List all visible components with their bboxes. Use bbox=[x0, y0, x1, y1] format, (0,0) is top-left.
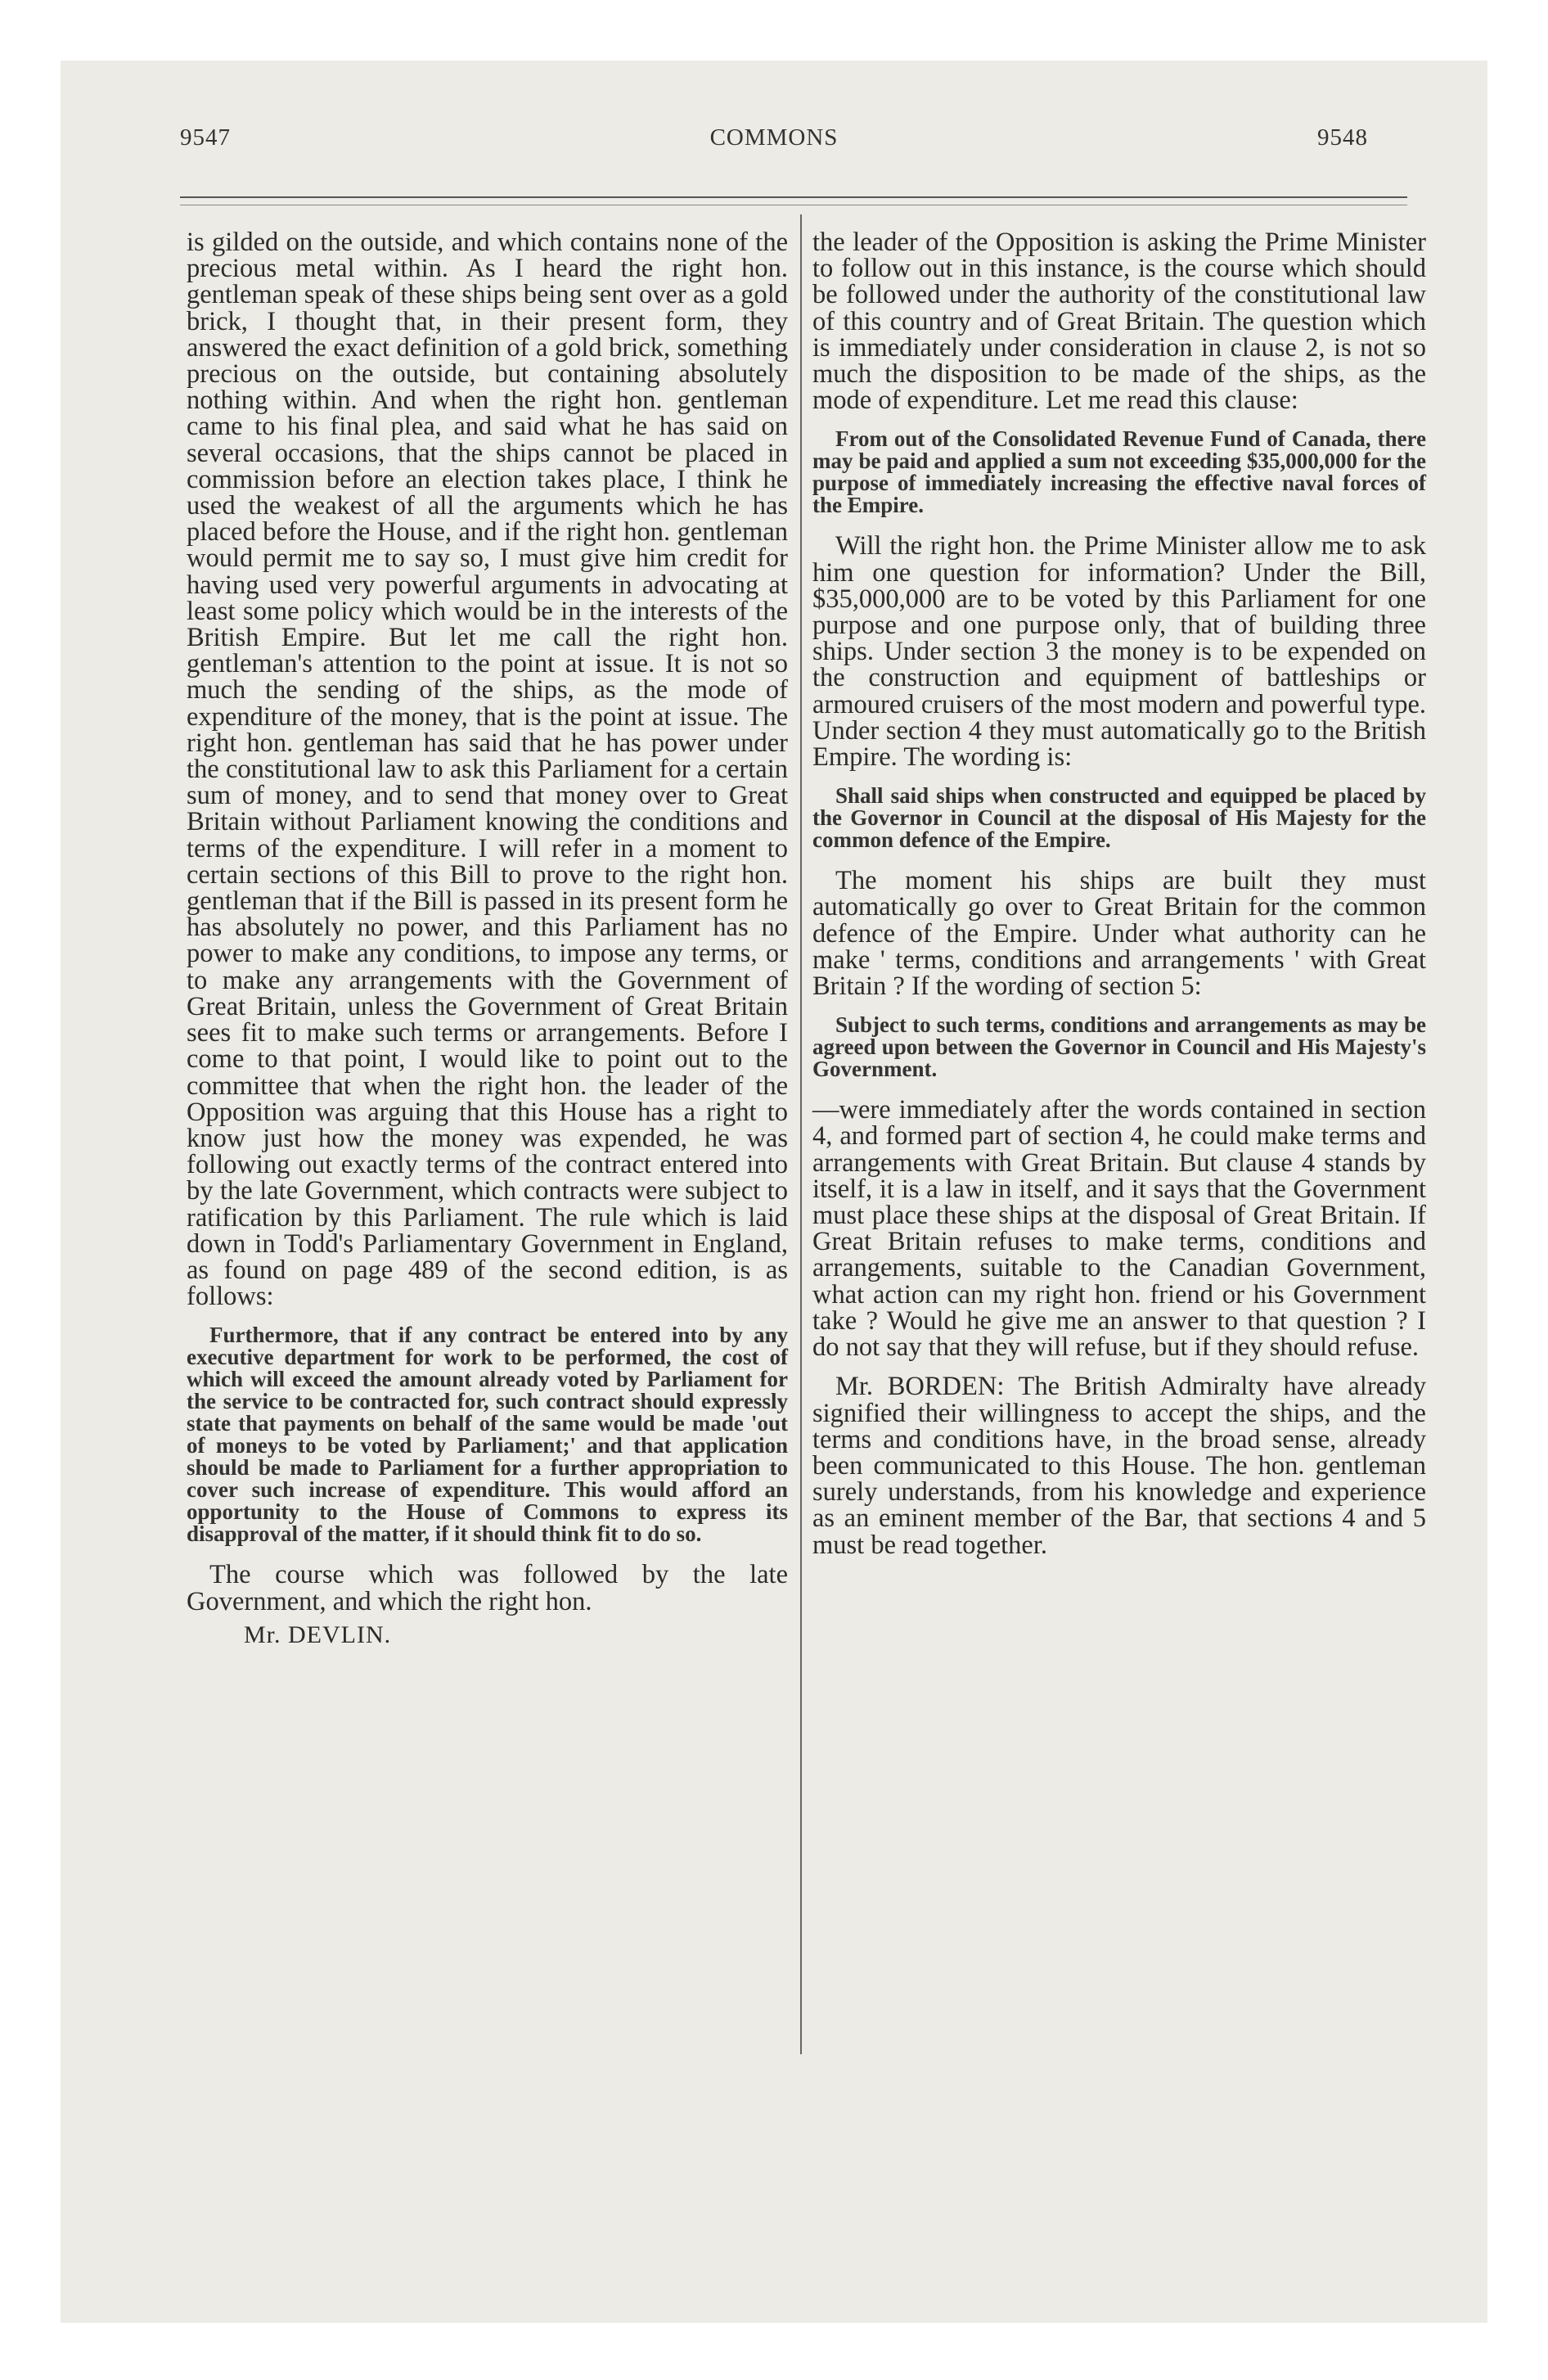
right-paragraph-1: the leader of the Opposition is asking the Prime Minister to follow out in this instance, is the course which should be followed under the authority of the constitutional law of this country and of Great Britain. The question which is immediately under consideration in clause 2, is not so much the disposition to be made of the ships, as the mode of expenditure. Let me read this clause: bbox=[812, 228, 1426, 416]
left-page-number: 9547 bbox=[180, 124, 231, 151]
page-title: COMMONS bbox=[709, 124, 839, 151]
right-quote-3: Subject to such terms, conditions and arrangements as may be agreed upon between the Governor in Council and His Majesty's Government. bbox=[812, 1012, 1426, 1082]
left-paragraph-1: is gilded on the outside, and which contains none of the precious metal within. As I heard the right hon. gentleman speak of these ships being sent over as a gold brick, I thought that, in their present form, they answered the exact definition of a gold brick, something precious on the outside, but containing absolutely nothing within. And when the right hon. gentleman came to his final plea, and said what he has said on several occasions, that the ships cannot be placed in commission before an election takes place, I think he used the weakest of all the arguments which he has placed before the House, and if the right hon. gentleman would permit me to say so, I must give him credit for having used very powerful arguments in advocating at least some policy which would be in the interests of the British Empire. But let me call the right hon. gentleman's attention to the point at issue. It is not so much the sending of the ships, as the mode of expenditure of the money, that is the point at issue. The right hon. gentleman has said that he has power under the constitutional law to ask this Parliament for a certain sum of money, and to send that money over to Great Britain without Parliament knowing the conditions and terms of the expenditure. I will refer in a moment to certain sections of this Bill to prove to the right hon. gentleman that if the Bill is passed in its present form he has absolutely no power, and this Parliament has no power to make any conditions, to impose any terms, or to make any arrangements with the Government of Great Britain, unless the Government of Great Britain sees fit to make such terms or arrangements. Before I come to that point, I would like to point out to the committee that when the right hon. the leader of the Opposition was arguing that this House has a right to know just how the money was expended, he was following out exactly terms of the contract entered into by the late Government, which contracts were subject to ratification by this Parliament. The rule which is laid down in Todd's Parliamentary Government in England, as found on page 489 of the second edition, is as follows: bbox=[187, 228, 788, 1312]
right-paragraph-2: Will the right hon. the Prime Minister allow me to ask him one question for information? Under the Bill, $35,000,000 are to be voted by this Parliament for one purpose and one purpose only, that of building three ships. Under section 3 the money is to be expended on the construction and equipment of battleships or armoured cruisers of the most modern and powerful type. Under section 4 they must automatically go to the British Empire. The wording is: bbox=[812, 531, 1426, 773]
right-paragraph-4: —were immediately after the words contained in section 4, and formed part of section 4, he could make terms and arrangements with Great Britain. But clause 4 stands by itself, it is a law in itself, and it says that the Government must place these ships at the disposal of Great Britain. If Great Britain refuses to make terms, conditions and arrangements, suitable to the Canadian Government, what action can my right hon. friend or his Government take ? Would he give me an answer to that question ? I do not say that they will refuse, but if they should refuse. bbox=[812, 1095, 1426, 1363]
right-quote-1: From out of the Consolidated Revenue Fund of Canada, there may be paid and applied a sum not exceeding $35,000,000 for the purpose of immediately increasing the effective naval forces of the Empire. bbox=[812, 426, 1426, 518]
left-paragraph-2: The course which was followed by the late Government, and which the right hon. bbox=[187, 1560, 788, 1616]
column-divider bbox=[800, 214, 802, 2054]
speaker-name: Mr. DEVLIN. bbox=[244, 1620, 392, 1648]
right-page-number: 9548 bbox=[1317, 124, 1368, 151]
right-column bbox=[812, 229, 1426, 1558]
right-paragraph-3: The moment his ships are built they must automatically go over to Great Britain for the common defence of the Empire. Under what authority can he make ' terms, conditions and arrangements ' with Great Britain ? If the wording of section 5: bbox=[812, 866, 1426, 1002]
left-column bbox=[187, 229, 788, 1649]
right-quote-2: Shall said ships when constructed and equipped be placed by the Governor in Council at the disposal of His Majesty for the common defence of the Empire. bbox=[812, 783, 1426, 853]
left-quote: Furthermore, that if any contract be entered into by any executive department for work to be performed, the cost of which will exceed the amount already voted by Parliament for the service to be contracted for, such contract should expressly state that payments on behalf of the same would be made 'out of moneys to be voted by Parliament;' and that application should be made to Parliament for a further appropriation to cover such increase of expenditure. This would afford an opportunity to the House of Commons to express its disapproval of the matter, if it should think fit to do so. bbox=[187, 1323, 788, 1547]
right-paragraph-5: Mr. BORDEN: The British Admiralty have already signified their willingness to accept the ships, and the terms and conditions have, in the broad sense, already been communicated to this House. The hon. gentleman surely understands, from his knowledge and experience as an eminent member of the Bar, that sections 4 and 5 must be read together. bbox=[812, 1372, 1426, 1560]
header-rule bbox=[180, 196, 1407, 198]
